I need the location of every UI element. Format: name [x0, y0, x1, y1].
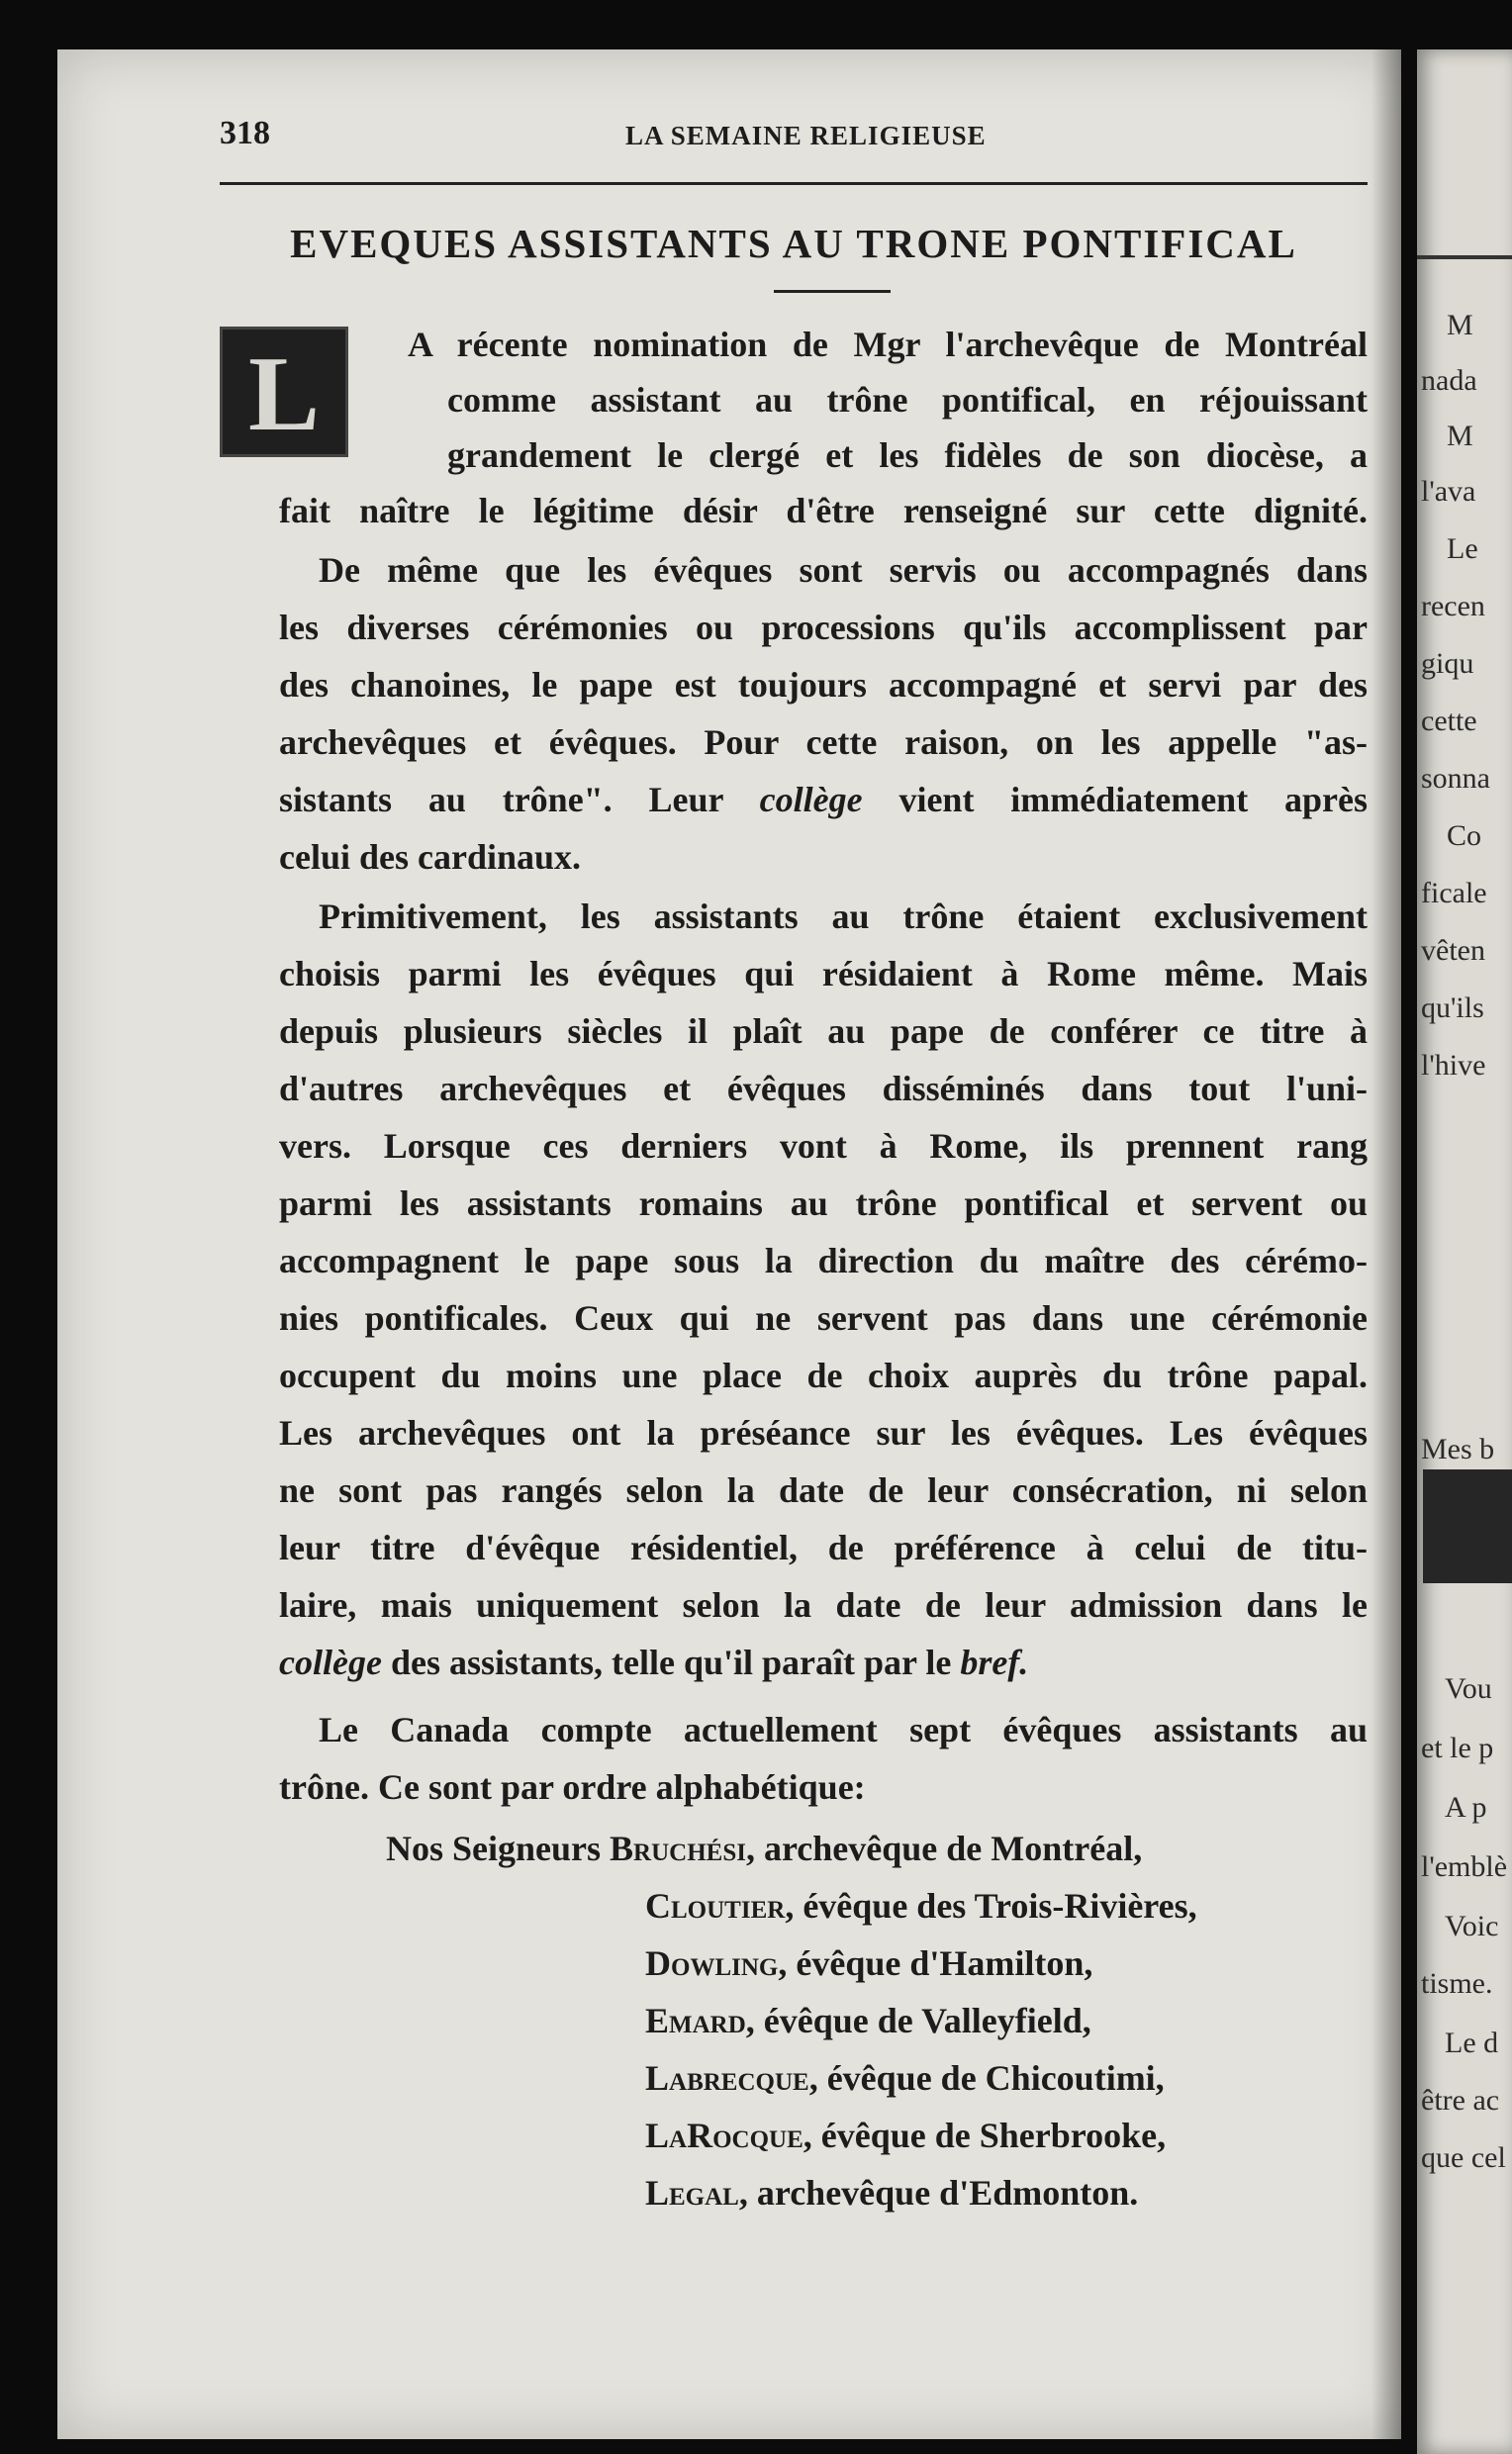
bishop-list-item	[645, 2108, 1166, 2163]
page-header	[220, 115, 1368, 164]
adjacent-fragment: recen	[1421, 590, 1485, 622]
adjacent-fragment: Le	[1447, 532, 1478, 565]
adjacent-fragment: sonna	[1421, 762, 1490, 795]
text-line: comme assistant au trône pontifical, en réjouissant	[447, 380, 1368, 420]
adjacent-fragment: l'emblè	[1421, 1850, 1508, 1883]
adjacent-fragment: giqu	[1421, 647, 1474, 680]
bishop-name: Bruchési	[610, 1829, 746, 1868]
bishop-role: , évêque de Chicoutimi,	[808, 2058, 1165, 2098]
italic-term: collège	[279, 1643, 382, 1682]
adjacent-fragment: Voic	[1445, 1910, 1499, 1942]
adjacent-fragment: nada	[1421, 364, 1477, 397]
adjacent-fragment: M	[1447, 309, 1473, 341]
adjacent-fragment: que cel	[1421, 2141, 1506, 2174]
text-line: leur titre d'évêque résidentiel, de préférence à celui de titu-	[279, 1528, 1368, 1567]
adjacent-page-rule	[1417, 255, 1512, 259]
bishop-name: Emard	[645, 2001, 746, 2040]
bishop-role: , archevêque d'Edmonton.	[738, 2173, 1139, 2213]
article-title: EVEQUES ASSISTANTS AU TRONE PONTIFICAL	[290, 221, 1297, 266]
bishop-list-item	[645, 1993, 1091, 2048]
bishop-list-item	[645, 1935, 1092, 1991]
adjacent-fragment: et le p	[1421, 1732, 1494, 1764]
text-line: occupent du moins une place de choix auprès du trône papal.	[279, 1356, 1368, 1395]
adjacent-fragment: A p	[1445, 1791, 1487, 1824]
bishop-list-item	[645, 2165, 1138, 2220]
text-line: depuis plusieurs siècles il plaît au pape de conférer ce titre à	[279, 1011, 1368, 1051]
page-number: 318	[220, 115, 270, 151]
adjacent-fragment: qu'ils	[1421, 991, 1484, 1024]
text-line: celui des cardinaux.	[279, 837, 582, 877]
adjacent-fragment: vêten	[1421, 934, 1485, 967]
adjacent-fragment: l'ava	[1421, 475, 1476, 508]
text-line: Les archevêques ont la préséance sur les évêques. Les évêques	[279, 1413, 1368, 1453]
bishop-role: , évêque d'Hamilton,	[778, 1943, 1093, 1983]
text-line: accompagnent le pape sous la direction du maître des cérémo-	[279, 1241, 1368, 1280]
bishop-role: , évêque de Valleyfield,	[745, 2001, 1091, 2040]
text-line: laire, mais uniquement selon la date de leur admission dans le	[279, 1585, 1368, 1625]
text-line: Primitivement, les assistants au trône étaient exclusivement	[319, 897, 1368, 936]
adjacent-fragment: Le d	[1445, 2027, 1499, 2059]
header-rule	[220, 182, 1368, 185]
italic-term: collège	[759, 780, 863, 819]
text-line: choisis parmi les évêques qui résidaient à Rome même. Mais	[279, 954, 1368, 993]
bishop-name: Labrecque	[645, 2058, 809, 2098]
text-line: parmi les assistants romains au trône pontifical et servent ou	[279, 1183, 1368, 1223]
drop-cap-letter: L	[220, 327, 348, 457]
text-line: des chanoines, le pape est toujours accompagné et servi par des	[279, 665, 1368, 705]
text-line	[279, 1635, 1368, 1690]
adjacent-page-strip	[1417, 49, 1512, 2454]
text-line: les diverses cérémonies ou processions qu'ils accomplissent par	[279, 608, 1368, 647]
text-line: fait naître le légitime désir d'être renseigné sur cette dignité.	[279, 491, 1368, 530]
adjacent-fragment: Vou	[1445, 1672, 1492, 1705]
italic-term: bref.	[960, 1643, 1029, 1682]
bishop-role: , évêque des Trois-Rivières,	[785, 1886, 1197, 1926]
text-line: Le Canada compte actuellement sept évêques assistants au	[319, 1710, 1368, 1749]
adjacent-fragment: Co	[1447, 819, 1482, 852]
text-line	[279, 772, 1368, 827]
adjacent-fragment: cette	[1421, 705, 1477, 737]
adjacent-fragment: être ac	[1421, 2084, 1500, 2117]
text-line: trône. Ce sont par ordre alphabétique:	[279, 1767, 866, 1807]
adjacent-fragment: M	[1447, 420, 1473, 452]
text-segment: vient immédiatement après	[862, 780, 1368, 819]
bishop-list-item	[645, 1878, 1197, 1934]
bishop-name: Cloutier	[645, 1886, 786, 1926]
adjacent-dropcap	[1423, 1469, 1512, 1583]
text-line: De même que les évêques sont servis ou accompagnés dans	[319, 550, 1368, 590]
bishop-list-item	[386, 1821, 1142, 1876]
running-title: LA SEMAINE RELIGIEUSE	[625, 121, 987, 150]
bishop-name: Legal	[645, 2173, 739, 2213]
adjacent-fragment: Mes b	[1421, 1433, 1495, 1465]
text-line: A récente nomination de Mgr l'archevêque de Montréal	[408, 325, 1368, 364]
text-line: ne sont pas rangés selon la date de leur consécration, ni selon	[279, 1470, 1368, 1510]
text-line: nies pontificales. Ceux qui ne servent pas dans une cérémonie	[279, 1298, 1368, 1338]
title-rule	[774, 290, 891, 293]
text-line: vers. Lorsque ces derniers vont à Rome, ils prennent rang	[279, 1126, 1368, 1166]
text-line: d'autres archevêques et évêques disséminés dans tout l'uni-	[279, 1069, 1368, 1108]
bishop-name: Dowling	[645, 1943, 779, 1983]
bishop-role: , évêque de Sherbrooke,	[803, 2116, 1167, 2155]
text-segment: sistants au trône". Leur	[279, 780, 760, 819]
text-line: archevêques et évêques. Pour cette raison, on les appelle "as-	[279, 722, 1368, 762]
list-intro: Nos Seigneurs	[386, 1829, 611, 1868]
bishop-name: LaRocque	[645, 2116, 803, 2155]
bishop-role: , archevêque de Montréal,	[745, 1829, 1143, 1868]
adjacent-fragment: tisme.	[1421, 1967, 1493, 2000]
adjacent-fragment: l'hive	[1421, 1049, 1486, 1082]
text-segment: des assistants, telle qu'il paraît par le	[381, 1643, 961, 1682]
text-line: grandement le clergé et les fidèles de son diocèse, a	[447, 435, 1368, 475]
adjacent-fragment: ficale	[1421, 877, 1487, 909]
bishop-list-item	[645, 2050, 1165, 2106]
